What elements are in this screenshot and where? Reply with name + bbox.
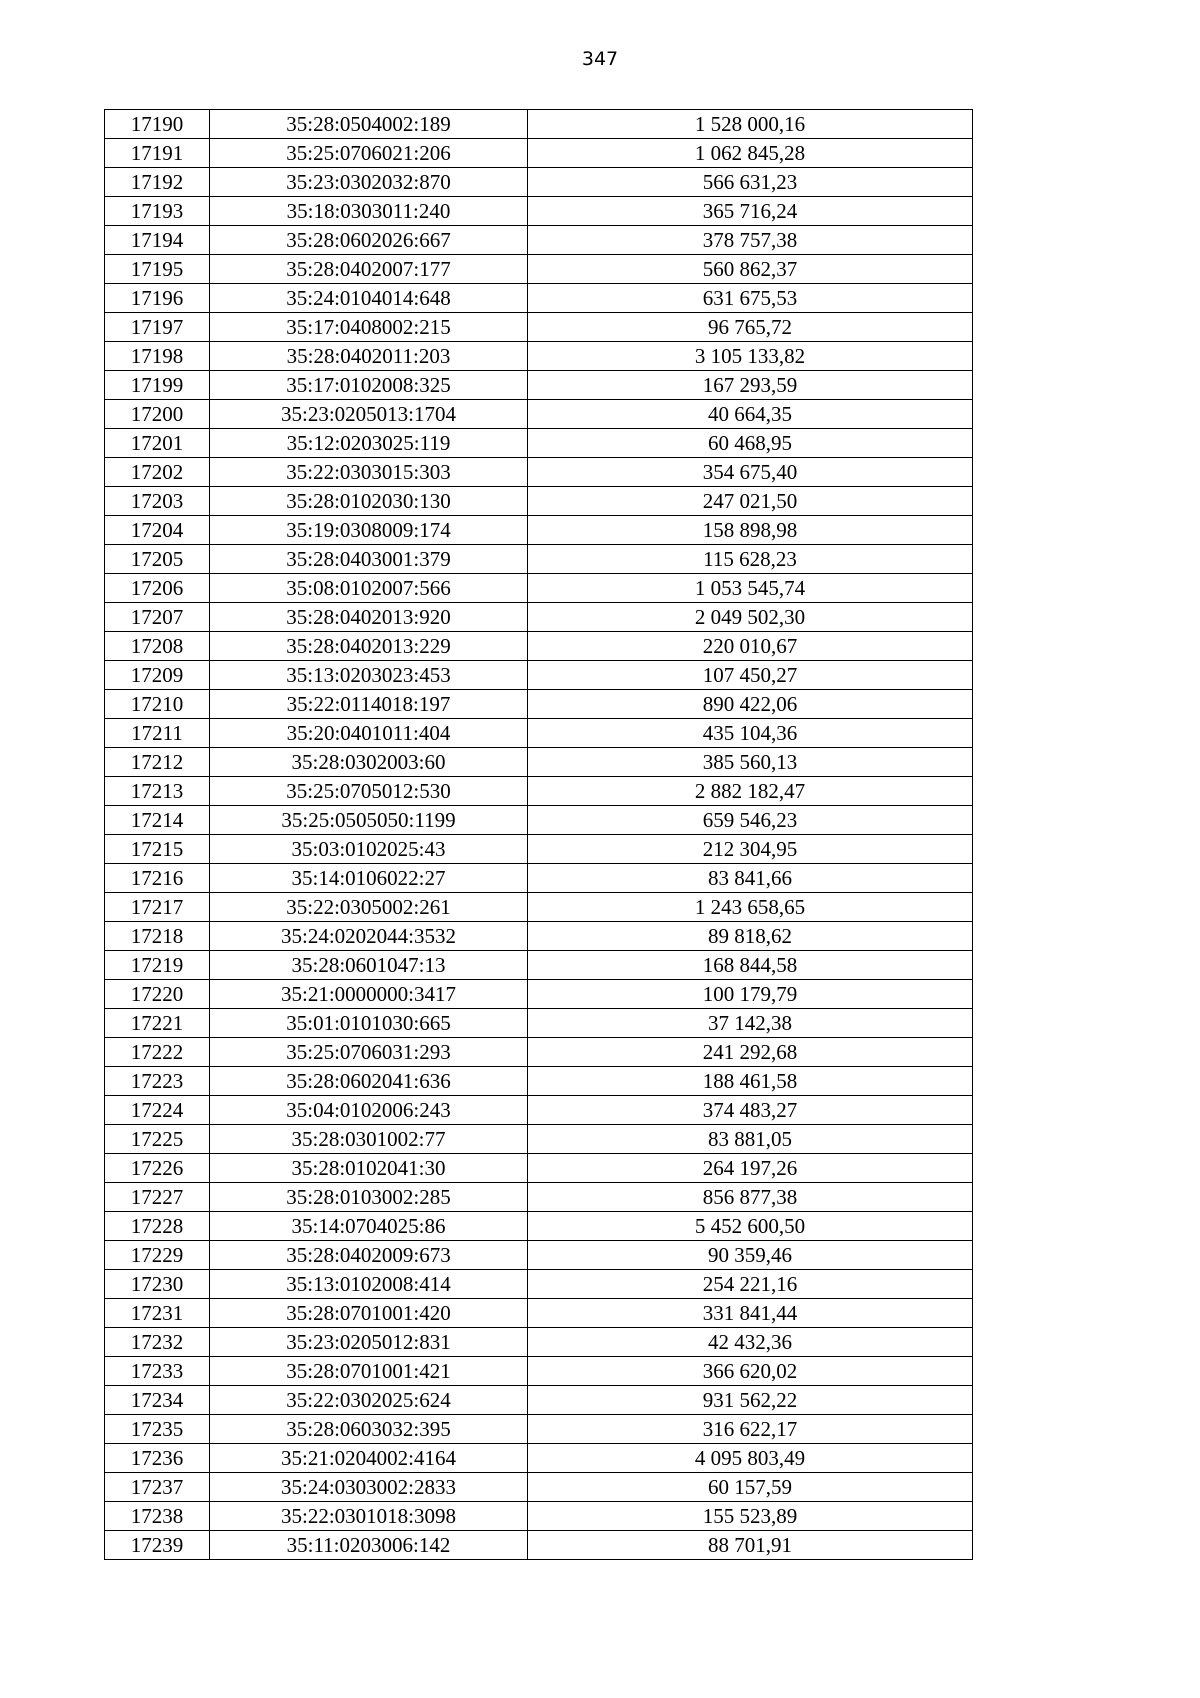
cadastral-number-cell: 35:28:0602041:636 <box>210 1067 528 1096</box>
row-number-cell: 17206 <box>105 574 210 603</box>
row-number-cell: 17205 <box>105 545 210 574</box>
value-cell: 560 862,37 <box>528 255 973 284</box>
value-cell: 264 197,26 <box>528 1154 973 1183</box>
table-row <box>105 400 973 429</box>
cadastral-number-cell: 35:28:0701001:420 <box>210 1299 528 1328</box>
value-cell: 566 631,23 <box>528 168 973 197</box>
cadastral-number-cell: 35:12:0203025:119 <box>210 429 528 458</box>
value-cell: 40 664,35 <box>528 400 973 429</box>
table-row <box>105 1154 973 1183</box>
value-cell: 2 049 502,30 <box>528 603 973 632</box>
table-row <box>105 516 973 545</box>
row-number-cell: 17200 <box>105 400 210 429</box>
row-number-cell: 17225 <box>105 1125 210 1154</box>
table-row <box>105 661 973 690</box>
table-row <box>105 719 973 748</box>
row-number-cell: 17228 <box>105 1212 210 1241</box>
value-cell: 89 818,62 <box>528 922 973 951</box>
row-number-cell: 17217 <box>105 893 210 922</box>
cadastral-number-cell: 35:04:0102006:243 <box>210 1096 528 1125</box>
value-cell: 365 716,24 <box>528 197 973 226</box>
table-row <box>105 1241 973 1270</box>
row-number-cell: 17213 <box>105 777 210 806</box>
value-cell: 385 560,13 <box>528 748 973 777</box>
value-cell: 331 841,44 <box>528 1299 973 1328</box>
table-row <box>105 777 973 806</box>
table-row <box>105 1270 973 1299</box>
cadastral-number-cell: 35:28:0102030:130 <box>210 487 528 516</box>
row-number-cell: 17197 <box>105 313 210 342</box>
table-row <box>105 342 973 371</box>
registry-table <box>104 109 973 1560</box>
cadastral-number-cell: 35:11:0203006:142 <box>210 1531 528 1560</box>
value-cell: 3 105 133,82 <box>528 342 973 371</box>
table-row <box>105 139 973 168</box>
value-cell: 316 622,17 <box>528 1415 973 1444</box>
value-cell: 247 021,50 <box>528 487 973 516</box>
value-cell: 856 877,38 <box>528 1183 973 1212</box>
value-cell: 158 898,98 <box>528 516 973 545</box>
table-row <box>105 197 973 226</box>
value-cell: 220 010,67 <box>528 632 973 661</box>
value-cell: 100 179,79 <box>528 980 973 1009</box>
value-cell: 354 675,40 <box>528 458 973 487</box>
table-row <box>105 168 973 197</box>
value-cell: 60 157,59 <box>528 1473 973 1502</box>
table-row <box>105 110 973 139</box>
cadastral-number-cell: 35:13:0203023:453 <box>210 661 528 690</box>
cadastral-number-cell: 35:28:0504002:189 <box>210 110 528 139</box>
cadastral-number-cell: 35:25:0705012:530 <box>210 777 528 806</box>
table-row <box>105 632 973 661</box>
value-cell: 168 844,58 <box>528 951 973 980</box>
cadastral-number-cell: 35:21:0000000:3417 <box>210 980 528 1009</box>
table-row <box>105 1415 973 1444</box>
cadastral-number-cell: 35:22:0301018:3098 <box>210 1502 528 1531</box>
row-number-cell: 17219 <box>105 951 210 980</box>
table-row <box>105 603 973 632</box>
cadastral-number-cell: 35:25:0505050:1199 <box>210 806 528 835</box>
value-cell: 241 292,68 <box>528 1038 973 1067</box>
cadastral-number-cell: 35:23:0302032:870 <box>210 168 528 197</box>
value-cell: 88 701,91 <box>528 1531 973 1560</box>
row-number-cell: 17223 <box>105 1067 210 1096</box>
row-number-cell: 17234 <box>105 1386 210 1415</box>
row-number-cell: 17224 <box>105 1096 210 1125</box>
table-row <box>105 835 973 864</box>
cadastral-number-cell: 35:28:0603032:395 <box>210 1415 528 1444</box>
table-row <box>105 1444 973 1473</box>
table-row <box>105 922 973 951</box>
cadastral-number-cell: 35:23:0205012:831 <box>210 1328 528 1357</box>
table-row <box>105 1328 973 1357</box>
row-number-cell: 17190 <box>105 110 210 139</box>
cadastral-number-cell: 35:01:0101030:665 <box>210 1009 528 1038</box>
table-row <box>105 806 973 835</box>
cadastral-number-cell: 35:14:0106022:27 <box>210 864 528 893</box>
table-row <box>105 1212 973 1241</box>
cadastral-number-cell: 35:25:0706021:206 <box>210 139 528 168</box>
row-number-cell: 17222 <box>105 1038 210 1067</box>
row-number-cell: 17195 <box>105 255 210 284</box>
value-cell: 212 304,95 <box>528 835 973 864</box>
row-number-cell: 17192 <box>105 168 210 197</box>
cadastral-number-cell: 35:18:0303011:240 <box>210 197 528 226</box>
cadastral-number-cell: 35:21:0204002:4164 <box>210 1444 528 1473</box>
table-row <box>105 1125 973 1154</box>
row-number-cell: 17216 <box>105 864 210 893</box>
row-number-cell: 17212 <box>105 748 210 777</box>
cadastral-number-cell: 35:28:0102041:30 <box>210 1154 528 1183</box>
value-cell: 1 053 545,74 <box>528 574 973 603</box>
value-cell: 378 757,38 <box>528 226 973 255</box>
row-number-cell: 17193 <box>105 197 210 226</box>
value-cell: 374 483,27 <box>528 1096 973 1125</box>
table-row <box>105 458 973 487</box>
table-row <box>105 690 973 719</box>
cadastral-number-cell: 35:13:0102008:414 <box>210 1270 528 1299</box>
cadastral-number-cell: 35:28:0402013:920 <box>210 603 528 632</box>
row-number-cell: 17214 <box>105 806 210 835</box>
cadastral-number-cell: 35:24:0303002:2833 <box>210 1473 528 1502</box>
value-cell: 155 523,89 <box>528 1502 973 1531</box>
table-row <box>105 893 973 922</box>
cadastral-number-cell: 35:24:0202044:3532 <box>210 922 528 951</box>
value-cell: 107 450,27 <box>528 661 973 690</box>
value-cell: 931 562,22 <box>528 1386 973 1415</box>
table-row <box>105 284 973 313</box>
row-number-cell: 17199 <box>105 371 210 400</box>
cadastral-number-cell: 35:25:0706031:293 <box>210 1038 528 1067</box>
table-row <box>105 951 973 980</box>
cadastral-number-cell: 35:28:0403001:379 <box>210 545 528 574</box>
cadastral-number-cell: 35:28:0402013:229 <box>210 632 528 661</box>
row-number-cell: 17239 <box>105 1531 210 1560</box>
row-number-cell: 17232 <box>105 1328 210 1357</box>
cadastral-number-cell: 35:28:0402009:673 <box>210 1241 528 1270</box>
cadastral-number-cell: 35:22:0114018:197 <box>210 690 528 719</box>
table-row <box>105 864 973 893</box>
cadastral-number-cell: 35:28:0402007:177 <box>210 255 528 284</box>
cadastral-number-cell: 35:14:0704025:86 <box>210 1212 528 1241</box>
value-cell: 4 095 803,49 <box>528 1444 973 1473</box>
row-number-cell: 17209 <box>105 661 210 690</box>
cadastral-number-cell: 35:28:0302003:60 <box>210 748 528 777</box>
table-row <box>105 980 973 1009</box>
cadastral-number-cell: 35:28:0601047:13 <box>210 951 528 980</box>
table-row <box>105 748 973 777</box>
table-row <box>105 1473 973 1502</box>
row-number-cell: 17194 <box>105 226 210 255</box>
row-number-cell: 17203 <box>105 487 210 516</box>
row-number-cell: 17236 <box>105 1444 210 1473</box>
row-number-cell: 17233 <box>105 1357 210 1386</box>
table-row <box>105 313 973 342</box>
row-number-cell: 17230 <box>105 1270 210 1299</box>
table-row <box>105 1531 973 1560</box>
value-cell: 254 221,16 <box>528 1270 973 1299</box>
value-cell: 1 528 000,16 <box>528 110 973 139</box>
table-row <box>105 226 973 255</box>
value-cell: 188 461,58 <box>528 1067 973 1096</box>
row-number-cell: 17211 <box>105 719 210 748</box>
value-cell: 115 628,23 <box>528 545 973 574</box>
table-row <box>105 1096 973 1125</box>
row-number-cell: 17218 <box>105 922 210 951</box>
value-cell: 659 546,23 <box>528 806 973 835</box>
value-cell: 1 062 845,28 <box>528 139 973 168</box>
value-cell: 631 675,53 <box>528 284 973 313</box>
cadastral-number-cell: 35:22:0303015:303 <box>210 458 528 487</box>
row-number-cell: 17191 <box>105 139 210 168</box>
table-row <box>105 1183 973 1212</box>
row-number-cell: 17204 <box>105 516 210 545</box>
value-cell: 366 620,02 <box>528 1357 973 1386</box>
value-cell: 90 359,46 <box>528 1241 973 1270</box>
cadastral-number-cell: 35:22:0305002:261 <box>210 893 528 922</box>
table-row <box>105 1386 973 1415</box>
table-row <box>105 574 973 603</box>
table-row <box>105 429 973 458</box>
row-number-cell: 17198 <box>105 342 210 371</box>
page-number: 347 <box>581 48 619 70</box>
table-row <box>105 487 973 516</box>
cadastral-number-cell: 35:28:0103002:285 <box>210 1183 528 1212</box>
value-cell: 5 452 600,50 <box>528 1212 973 1241</box>
cadastral-number-cell: 35:28:0602026:667 <box>210 226 528 255</box>
cadastral-number-cell: 35:28:0402011:203 <box>210 342 528 371</box>
cadastral-number-cell: 35:28:0301002:77 <box>210 1125 528 1154</box>
cadastral-number-cell: 35:17:0102008:325 <box>210 371 528 400</box>
table-row <box>105 545 973 574</box>
value-cell: 890 422,06 <box>528 690 973 719</box>
row-number-cell: 17196 <box>105 284 210 313</box>
table-row <box>105 1009 973 1038</box>
table-row <box>105 1502 973 1531</box>
value-cell: 96 765,72 <box>528 313 973 342</box>
row-number-cell: 17202 <box>105 458 210 487</box>
row-number-cell: 17235 <box>105 1415 210 1444</box>
row-number-cell: 17229 <box>105 1241 210 1270</box>
table-row <box>105 1038 973 1067</box>
cadastral-number-cell: 35:19:0308009:174 <box>210 516 528 545</box>
cadastral-number-cell: 35:03:0102025:43 <box>210 835 528 864</box>
value-cell: 37 142,38 <box>528 1009 973 1038</box>
row-number-cell: 17237 <box>105 1473 210 1502</box>
value-cell: 435 104,36 <box>528 719 973 748</box>
registry-table-body <box>105 110 973 1560</box>
value-cell: 83 841,66 <box>528 864 973 893</box>
value-cell: 83 881,05 <box>528 1125 973 1154</box>
cadastral-number-cell: 35:23:0205013:1704 <box>210 400 528 429</box>
value-cell: 1 243 658,65 <box>528 893 973 922</box>
row-number-cell: 17226 <box>105 1154 210 1183</box>
row-number-cell: 17215 <box>105 835 210 864</box>
table-row <box>105 1299 973 1328</box>
row-number-cell: 17201 <box>105 429 210 458</box>
cadastral-number-cell: 35:22:0302025:624 <box>210 1386 528 1415</box>
row-number-cell: 17210 <box>105 690 210 719</box>
row-number-cell: 17238 <box>105 1502 210 1531</box>
row-number-cell: 17220 <box>105 980 210 1009</box>
value-cell: 2 882 182,47 <box>528 777 973 806</box>
table-row <box>105 371 973 400</box>
row-number-cell: 17231 <box>105 1299 210 1328</box>
row-number-cell: 17221 <box>105 1009 210 1038</box>
value-cell: 42 432,36 <box>528 1328 973 1357</box>
cadastral-number-cell: 35:20:0401011:404 <box>210 719 528 748</box>
row-number-cell: 17207 <box>105 603 210 632</box>
table-row <box>105 255 973 284</box>
cadastral-number-cell: 35:24:0104014:648 <box>210 284 528 313</box>
row-number-cell: 17227 <box>105 1183 210 1212</box>
table-row <box>105 1357 973 1386</box>
cadastral-number-cell: 35:17:0408002:215 <box>210 313 528 342</box>
cadastral-number-cell: 35:28:0701001:421 <box>210 1357 528 1386</box>
row-number-cell: 17208 <box>105 632 210 661</box>
cadastral-number-cell: 35:08:0102007:566 <box>210 574 528 603</box>
table-row <box>105 1067 973 1096</box>
value-cell: 167 293,59 <box>528 371 973 400</box>
value-cell: 60 468,95 <box>528 429 973 458</box>
